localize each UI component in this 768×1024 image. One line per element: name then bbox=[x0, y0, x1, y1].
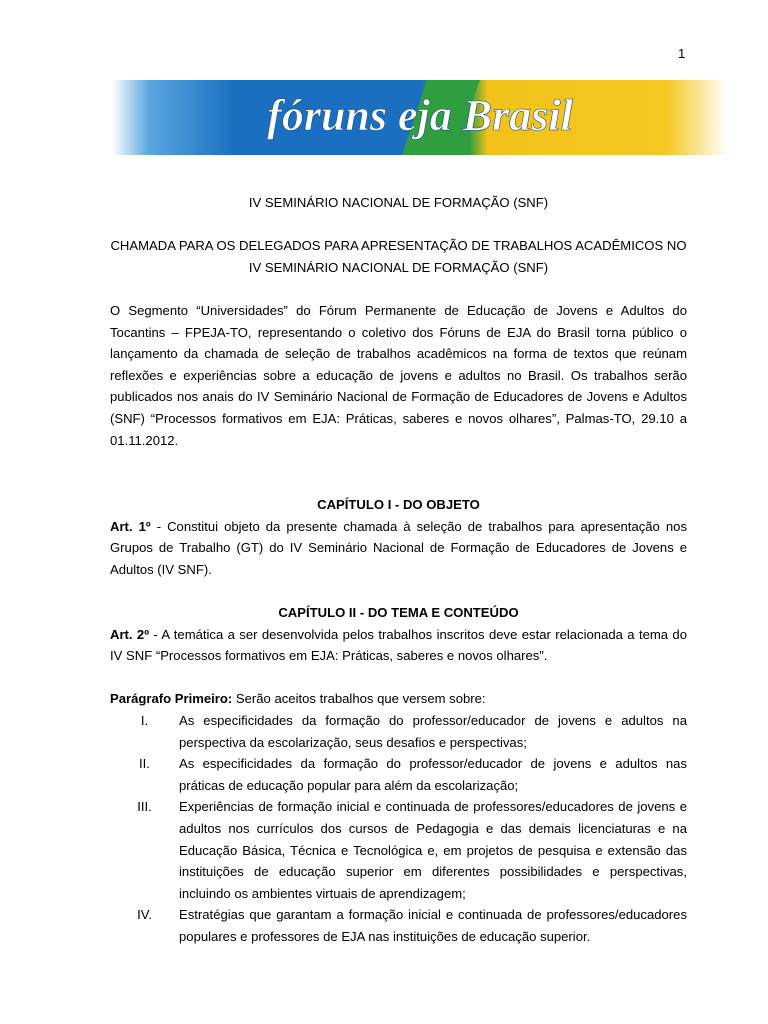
document-subtitle-line2: IV SEMINÁRIO NACIONAL DE FORMAÇÃO (SNF) bbox=[248, 259, 549, 275]
article-2-text: - A temática a ser desenvolvida pelos trabalhos inscritos deve estar relacionada a tema do IV SNF “Processos formativos em EJA: Práticas, saberes e novos olhares”. bbox=[110, 626, 687, 664]
list-item-text: Estratégias que garantam a formação inicial e continuada de professores/educadores populares e professores de EJA nas instituições de educação superior. bbox=[179, 907, 687, 944]
chapter1-heading: CAPÍTULO I - DO OBJETO bbox=[317, 497, 480, 513]
paragraph-first-text: Serão aceitos trabalhos que versem sobre: bbox=[232, 691, 486, 707]
list-item bbox=[110, 904, 687, 947]
list-item-number: II. bbox=[139, 756, 150, 772]
document-subtitle-line1: CHAMADA PARA OS DELEGADOS PARA APRESENTAÇÃO DE TRABALHOS ACADÊMICOS NO bbox=[110, 238, 687, 254]
page-number: 1 bbox=[678, 46, 686, 61]
article-2 bbox=[110, 624, 687, 667]
list-item bbox=[110, 710, 687, 753]
document-body bbox=[110, 192, 687, 948]
article-2-label: Art. 2º bbox=[110, 626, 149, 642]
list-item bbox=[110, 753, 687, 796]
document-title: IV SEMINÁRIO NACIONAL DE FORMAÇÃO (SNF) bbox=[248, 195, 549, 210]
article-1 bbox=[110, 516, 687, 581]
article-1-text: - Constitui objeto da presente chamada à seleção de trabalhos para apresentação nos Grupos de Trabalho (GT) do IV Seminário Nacional de Formação de Educadores de Jovens e Adultos (IV SNF). bbox=[110, 518, 687, 577]
list-item-number: IV. bbox=[137, 907, 152, 923]
list-item-text: As especificidades da formação do professor/educador de jovens e adultos na perspectiva da escolarização, seus desafios e perspectivas; bbox=[179, 713, 687, 750]
article-1-label: Art. 1º bbox=[110, 518, 151, 534]
list-item bbox=[110, 796, 687, 904]
paragraph-first-label: Parágrafo Primeiro: bbox=[110, 691, 233, 707]
list-item-number: I. bbox=[140, 713, 149, 729]
list-item-number: III. bbox=[137, 799, 152, 815]
banner-logo-text: fóruns eja Brasil bbox=[267, 91, 573, 140]
list-item-text: As especificidades da formação do professor/educador de jovens e adultos nas práticas de educação popular para além da escolarização; bbox=[179, 756, 687, 793]
forums-eja-brasil-banner bbox=[112, 80, 728, 155]
paragraph-first bbox=[110, 688, 687, 710]
list-item-text: Experiências de formação inicial e continuada de professores/educadores de jovens e adultos nos currículos dos cursos de Pedagogia e das demais licenciaturas e na Educação Básica, Técnica e Tecnológica e, em projetos de pesquisa e extensão das instituições de educação superior em diferentes possibilidades e perspectivas, incluindo os ambientes virtuais de aprendizagem; bbox=[179, 799, 687, 901]
chapter2-heading: CAPÍTULO II - DO TEMA E CONTEÚDO bbox=[278, 605, 519, 621]
banner-logo bbox=[112, 80, 728, 155]
topics-list bbox=[110, 710, 687, 948]
intro-paragraph: O Segmento “Universidades” do Fórum Permanente de Educação de Jovens e Adultos do Tocantins – FPEJA-TO, representando o coletivo dos Fóruns de EJA do Brasil torna público o lançamento da chamada de seleção de trabalhos acadêmicos na forma de textos que reúnam reflexões e experiências sobre a educação de jovens e adultos no Brasil. Os trabalhos serão publicados nos anais do IV Seminário Nacional de Formação de Educadores de Jovens e Adultos (SNF) “Processos formativos em EJA: Práticas, saberes e novos olhares”, Palmas-TO, 29.10 a 01.11.2012. bbox=[110, 302, 687, 448]
